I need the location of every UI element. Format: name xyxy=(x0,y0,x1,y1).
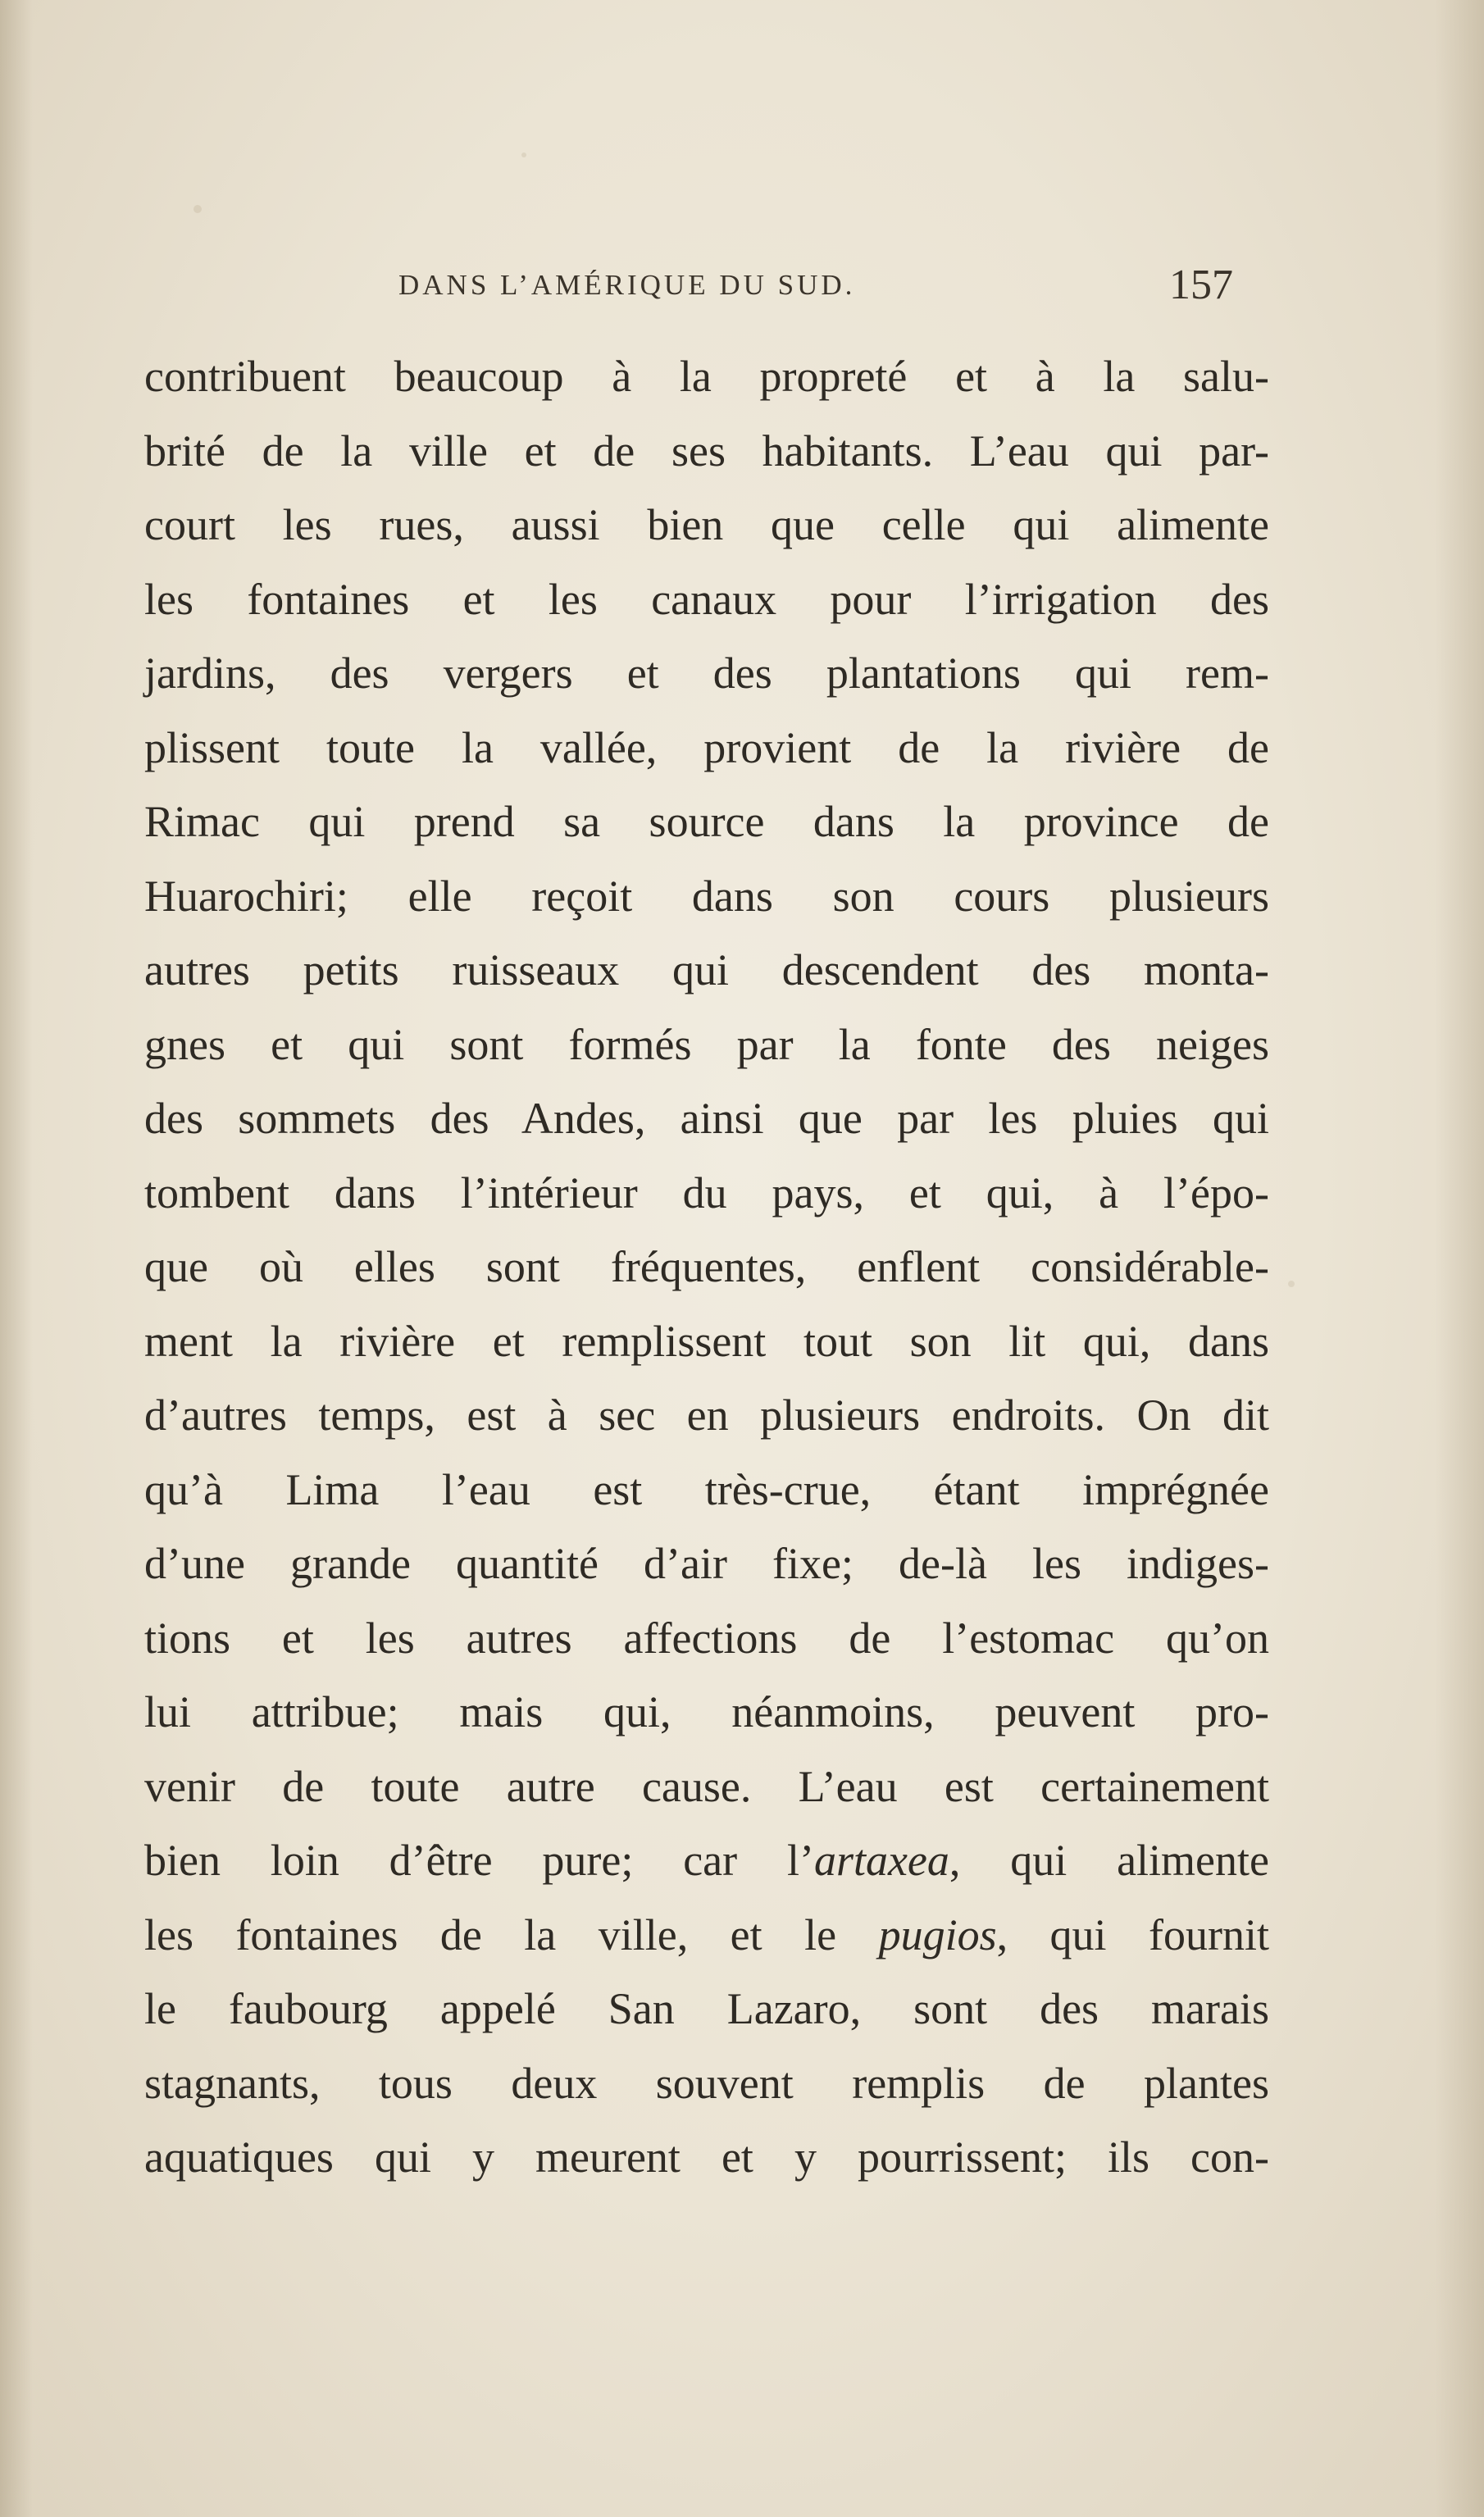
text-line: qu’à Lima l’eau est très-crue, étant imprégnée xyxy=(144,1464,1269,1514)
text-line: que où elles sont fréquentes, enflent considérable- xyxy=(144,1242,1269,1291)
text-segment: les fontaines de la ville, et le xyxy=(144,1909,879,1959)
paper-foxing-spot xyxy=(521,152,526,157)
paper-foxing-spot xyxy=(193,205,202,213)
text-line: lui attribue; mais qui, néanmoins, peuvent pro- xyxy=(144,1687,1269,1736)
text-line: contribuent beaucoup à la propreté et à la salu- xyxy=(144,352,1269,401)
text-line: Huarochiri; elle reçoit dans son cours plusieurs xyxy=(144,871,1269,921)
text-line: autres petits ruisseaux qui descendent des monta- xyxy=(144,945,1269,995)
text-segment: , qui fournit xyxy=(996,1909,1270,1959)
text-line: d’une grande quantité d’air fixe; de-là les indiges- xyxy=(144,1539,1269,1588)
text-line: tombent dans l’intérieur du pays, et qui, à l’épo- xyxy=(144,1167,1269,1218)
text-line: jardins, des vergers et des plantations qui rem- xyxy=(144,649,1269,698)
text-line: le faubourg appelé San Lazaro, sont des marais xyxy=(144,1984,1269,2033)
page-number: 157 xyxy=(1169,262,1233,308)
text-line: gnes et qui sont formés par la fonte des neiges xyxy=(144,1019,1269,1069)
body-text xyxy=(144,339,1269,2195)
text-line: Rimac qui prend sa source dans la province de xyxy=(144,797,1269,846)
page-header xyxy=(0,261,1484,310)
text-line: aquatiques qui y meurent et y pourrissent; ils con- xyxy=(144,2132,1269,2182)
text-line: venir de toute autre cause. L’eau est certainement xyxy=(144,1761,1269,1811)
text-line: stagnants, tous deux souvent remplis de plantes xyxy=(144,2058,1269,2108)
running-title: DANS L’AMÉRIQUE DU SUD. xyxy=(398,269,856,301)
text-line: plissent toute la vallée, provient de la rivière de xyxy=(144,722,1269,772)
paper-foxing-spot xyxy=(1288,1281,1295,1287)
text-line: ment la rivière et remplissent tout son lit qui, dans xyxy=(144,1316,1269,1366)
text-line: brité de la ville et de ses habitants. L’eau qui par- xyxy=(144,426,1269,476)
text-line: des sommets des Andes, ainsi que par les pluies qui xyxy=(144,1094,1269,1143)
text-line: court les rues, aussi bien que celle qui alimente xyxy=(144,500,1269,549)
italic-term-pugios: pugios xyxy=(878,1909,997,1959)
text-line xyxy=(144,1898,1269,1973)
text-line: tions et les autres affections de l’estomac qu’on xyxy=(144,1613,1269,1663)
text-segment: , qui alimente xyxy=(949,1836,1269,1885)
italic-term-artaxea: artaxea xyxy=(813,1836,949,1885)
text-line: d’autres temps, est à sec en plusieurs endroits. On dit xyxy=(144,1390,1269,1440)
text-line: les fontaines et les canaux pour l’irrigation des xyxy=(144,574,1269,624)
text-line xyxy=(144,1823,1269,1898)
text-segment: bien loin d’être pure; car l’ xyxy=(144,1836,814,1885)
